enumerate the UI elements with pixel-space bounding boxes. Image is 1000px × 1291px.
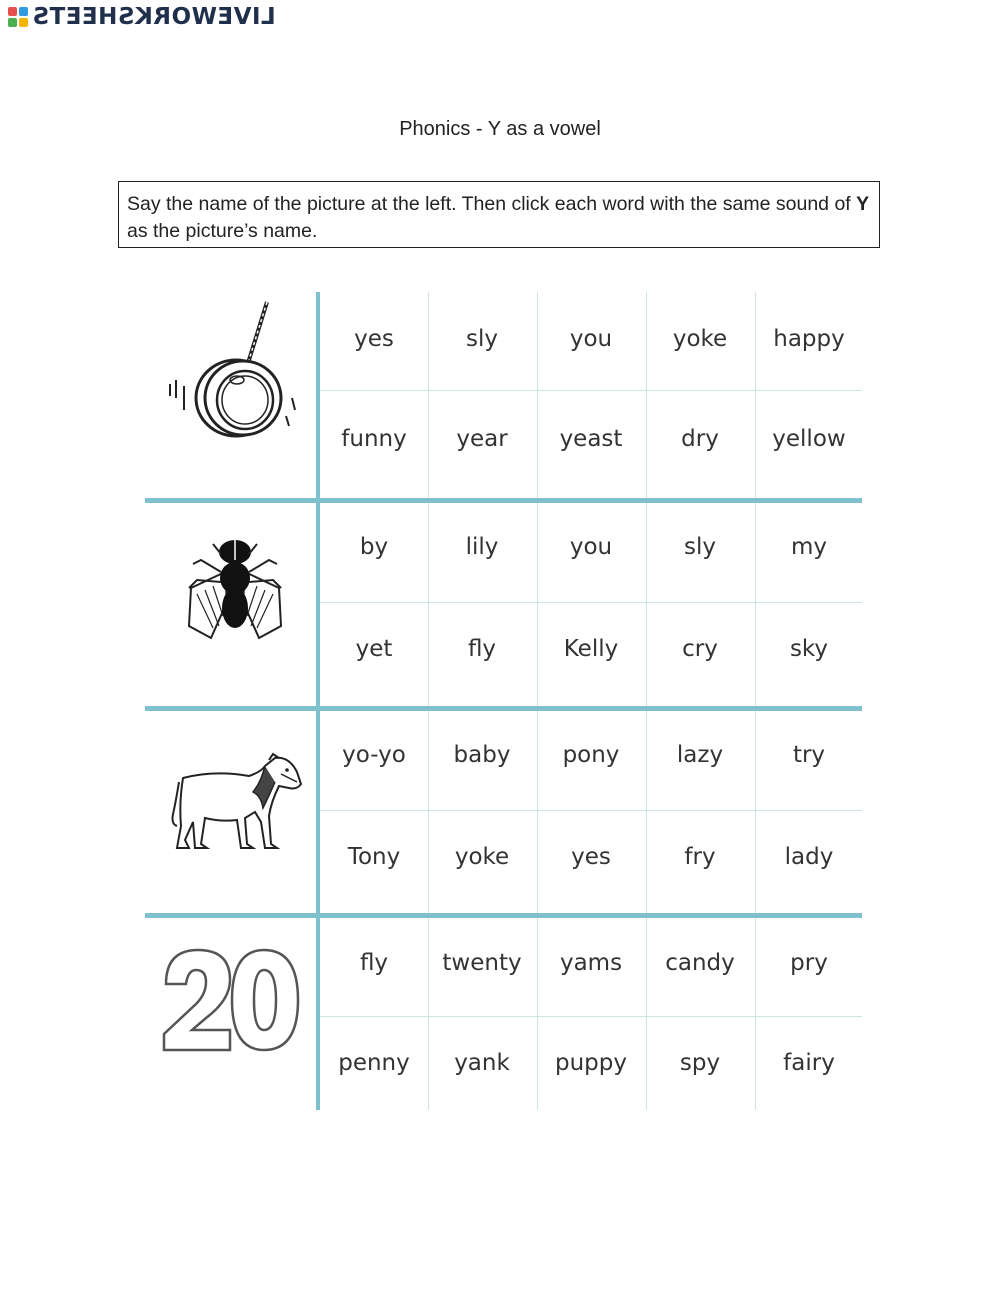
- word-option-pony[interactable]: pony: [562, 742, 620, 768]
- word-option-sly[interactable]: sly: [466, 326, 498, 352]
- word-option-sky[interactable]: sky: [789, 636, 829, 662]
- word-option-yank[interactable]: yank: [454, 1050, 510, 1076]
- word-option-yet[interactable]: yet: [355, 636, 393, 662]
- grid-row-divider: [320, 1016, 862, 1017]
- number-twenty-icon: [160, 944, 302, 1056]
- word-option-twenty[interactable]: twenty: [442, 950, 522, 976]
- word-option-happy[interactable]: happy: [773, 326, 845, 352]
- word-option-yo-yo[interactable]: yo-yo: [342, 742, 406, 768]
- grid-column-divider: [428, 292, 429, 1110]
- fly-icon: [183, 530, 287, 645]
- instructions-text-1: Say the name of the picture at the left. Then click each word with the same sound of: [127, 193, 857, 215]
- word-option-yams[interactable]: yams: [559, 950, 623, 976]
- word-option-you[interactable]: you: [569, 326, 613, 352]
- grid-column-divider: [537, 292, 538, 1110]
- word-option-you[interactable]: you: [569, 534, 613, 560]
- word-option-yellow[interactable]: yellow: [772, 426, 846, 452]
- word-option-fry[interactable]: fry: [684, 844, 716, 870]
- grid-row-divider: [320, 810, 862, 811]
- word-option-dry[interactable]: dry: [681, 426, 719, 452]
- grid-row-divider: [320, 602, 862, 603]
- word-option-try[interactable]: try: [792, 742, 826, 768]
- word-option-lady[interactable]: lady: [784, 844, 834, 870]
- grid-column-divider: [646, 292, 647, 1110]
- word-option-by[interactable]: by: [359, 534, 389, 560]
- section-divider: [145, 913, 862, 918]
- yoyo-icon: [160, 298, 305, 443]
- word-option-lazy[interactable]: lazy: [676, 742, 724, 768]
- word-option-kelly[interactable]: Kelly: [563, 636, 619, 662]
- grid-row-divider: [320, 390, 862, 391]
- grid-column-divider: [755, 292, 756, 1110]
- word-option-lily[interactable]: lily: [465, 534, 499, 560]
- word-option-yes[interactable]: yes: [571, 844, 611, 870]
- instructions-text-2: as the picture’s name.: [127, 220, 318, 242]
- section-divider: [145, 498, 862, 503]
- word-option-cry[interactable]: cry: [682, 636, 718, 662]
- word-option-tony[interactable]: Tony: [347, 844, 401, 870]
- word-option-yoke[interactable]: yoke: [672, 326, 728, 352]
- word-option-candy[interactable]: candy: [665, 950, 735, 976]
- word-option-puppy[interactable]: puppy: [555, 1050, 627, 1076]
- word-option-fly[interactable]: fly: [359, 950, 389, 976]
- word-option-yoke[interactable]: yoke: [454, 844, 510, 870]
- word-option-year[interactable]: year: [456, 426, 508, 452]
- word-option-yes[interactable]: yes: [354, 326, 394, 352]
- word-option-funny[interactable]: funny: [341, 426, 407, 452]
- word-option-yeast[interactable]: yeast: [559, 426, 623, 452]
- word-option-baby[interactable]: baby: [453, 742, 511, 768]
- word-option-pry[interactable]: pry: [790, 950, 828, 976]
- grid-divider-main: [316, 292, 320, 1110]
- pony-icon: [165, 752, 307, 854]
- word-option-sly[interactable]: sly: [684, 534, 716, 560]
- logo-text: LIVEWORKSHEETS: [32, 4, 276, 30]
- word-option-fairy[interactable]: fairy: [783, 1050, 835, 1076]
- page-title: Phonics - Y as a vowel: [399, 118, 601, 140]
- word-option-spy[interactable]: spy: [679, 1050, 721, 1076]
- instructions-highlight: Y: [856, 193, 870, 215]
- word-option-fly[interactable]: fly: [467, 636, 497, 662]
- word-option-penny[interactable]: penny: [338, 1050, 410, 1076]
- section-divider: [145, 706, 862, 711]
- word-option-my[interactable]: my: [790, 534, 828, 560]
